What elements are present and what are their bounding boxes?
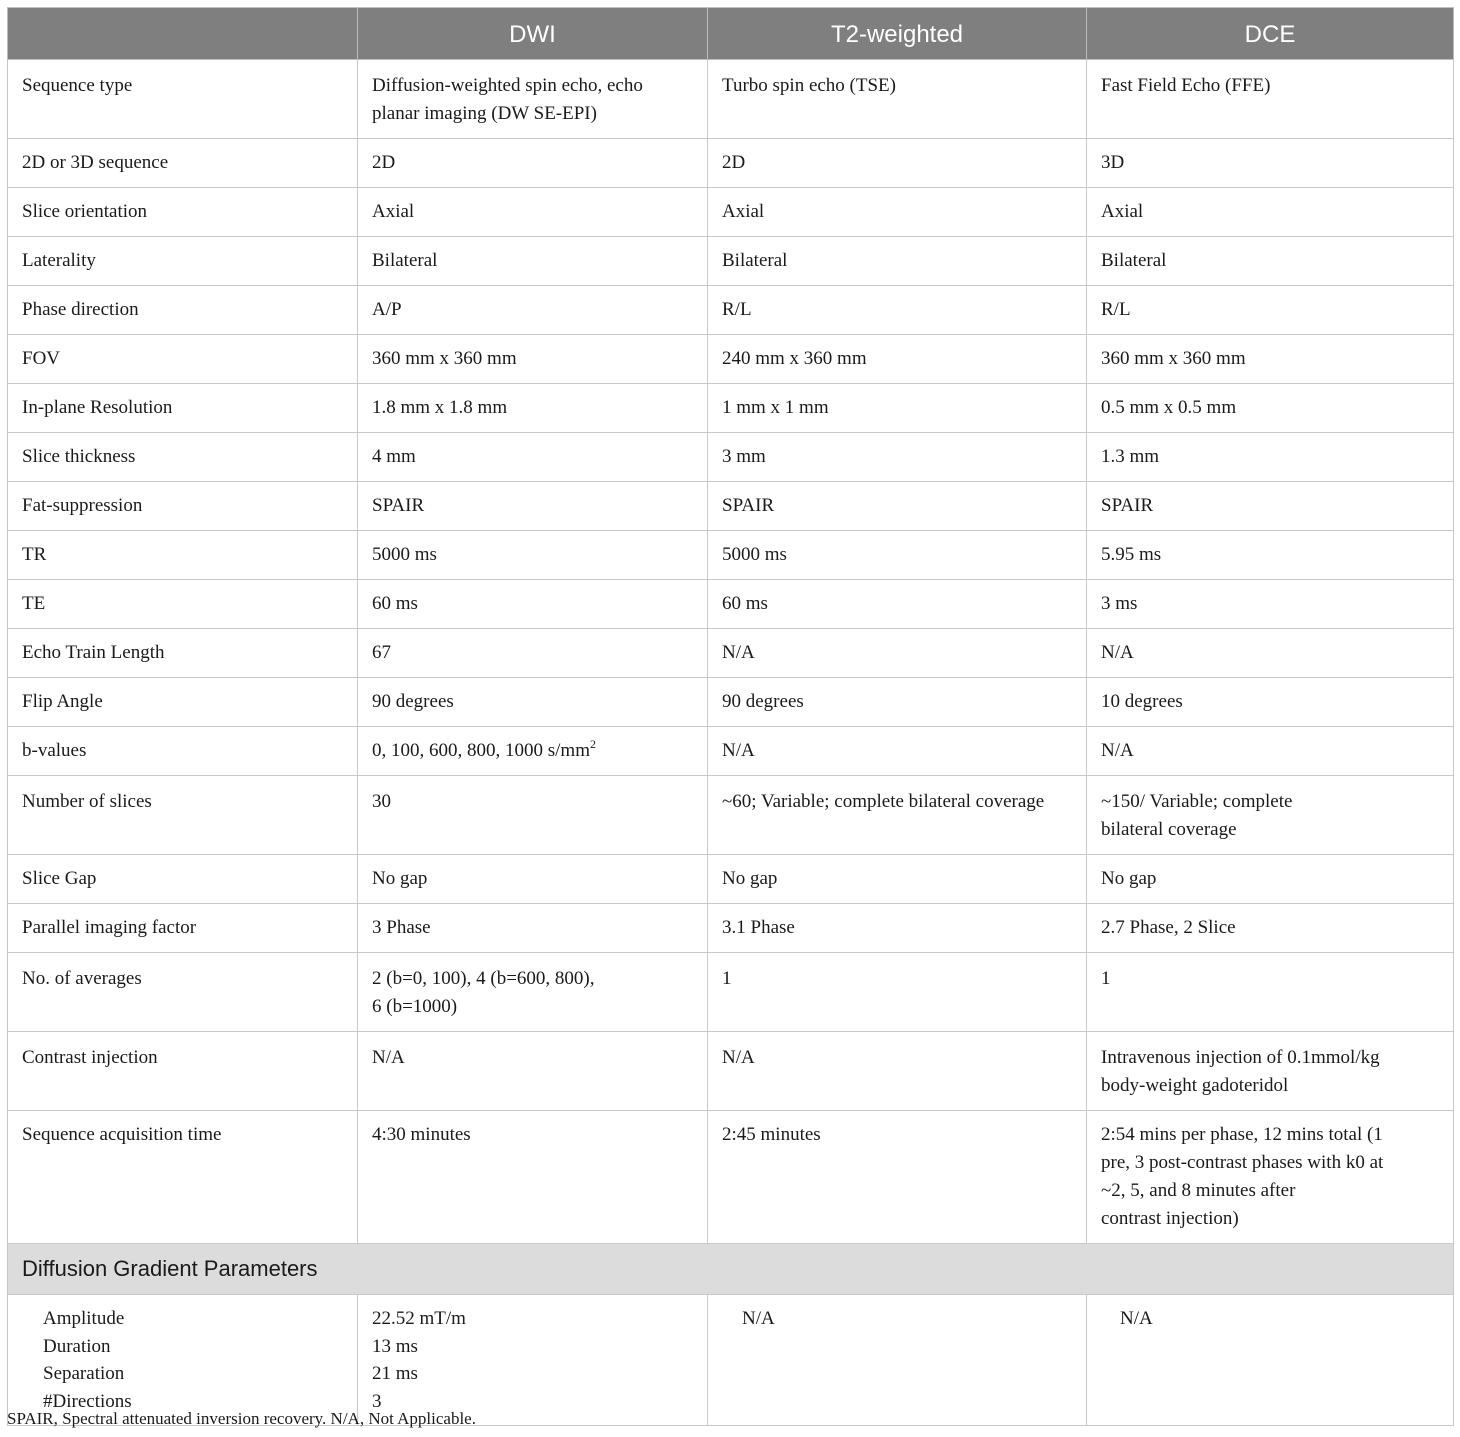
cell-dce: Fast Field Echo (FFE) — [1087, 60, 1454, 139]
gradient-dwi-values — [358, 1295, 708, 1426]
row-label: No. of averages — [8, 953, 358, 1032]
table-row — [8, 580, 1454, 629]
row-label: b-values — [8, 727, 358, 776]
row-label: Sequence type — [8, 60, 358, 139]
table-row — [8, 335, 1454, 384]
cell-dwi: Bilateral — [358, 237, 708, 286]
cell-line: 2:54 mins per phase, 12 mins total (1 — [1101, 1124, 1383, 1145]
table-row — [8, 433, 1454, 482]
cell-dce: Bilateral — [1087, 237, 1454, 286]
gradient-dce-value: N/A — [1087, 1295, 1454, 1426]
header-dce: DCE — [1087, 8, 1454, 60]
cell-t2: 3 mm — [708, 433, 1087, 482]
cell-line: ~150/ Variable; complete — [1101, 791, 1293, 812]
gradient-value: 3 — [372, 1390, 382, 1412]
cell-t2: 2:45 minutes — [708, 1111, 1087, 1244]
cell-t2: Turbo spin echo (TSE) — [708, 60, 1087, 139]
cell-t2: N/A — [708, 629, 1087, 678]
gradient-label: #Directions — [43, 1390, 132, 1412]
section-title: Diffusion Gradient Parameters — [8, 1244, 1454, 1295]
cell-t2: 5000 ms — [708, 531, 1087, 580]
cell-t2: 1 mm x 1 mm — [708, 384, 1087, 433]
cell-dwi: 3 Phase — [358, 904, 708, 953]
row-label: Number of slices — [8, 776, 358, 855]
gradient-label: Amplitude — [43, 1308, 125, 1329]
cell-t2: Bilateral — [708, 237, 1087, 286]
row-label: TE — [8, 580, 358, 629]
cell-line: pre, 3 post-contrast phases with k0 at — [1101, 1152, 1384, 1173]
table-row — [8, 139, 1454, 188]
cell-t2: 90 degrees — [708, 678, 1087, 727]
cell-dce: 1 — [1087, 953, 1454, 1032]
cell-dce — [1087, 1032, 1454, 1111]
cell-dce — [1087, 776, 1454, 855]
header-t2-weighted: T2-weighted — [708, 8, 1087, 60]
row-label: Sequence acquisition time — [8, 1111, 358, 1244]
table-row — [8, 1032, 1454, 1111]
cell-dwi: No gap — [358, 855, 708, 904]
cell-dwi: N/A — [358, 1032, 708, 1111]
cell-line: contrast injection) — [1101, 1208, 1239, 1229]
cell-t2: SPAIR — [708, 482, 1087, 531]
cell-dwi: Axial — [358, 188, 708, 237]
cell-t2: R/L — [708, 286, 1087, 335]
row-label: Fat-suppression — [8, 482, 358, 531]
row-label: Echo Train Length — [8, 629, 358, 678]
gradient-value: 13 ms — [372, 1335, 418, 1357]
cell-dce: 0.5 mm x 0.5 mm — [1087, 384, 1454, 433]
cell-dwi: 67 — [358, 629, 708, 678]
cell-line: bilateral coverage — [1101, 819, 1237, 840]
row-label: In-plane Resolution — [8, 384, 358, 433]
row-label: Slice thickness — [8, 433, 358, 482]
cell-t2: 2D — [708, 139, 1087, 188]
table-row — [8, 776, 1454, 855]
table-footnote: SPAIR, Spectral attenuated inversion recovery. N/A, Not Applicable. — [7, 1409, 476, 1428]
table-row — [8, 629, 1454, 678]
cell-t2: 3.1 Phase — [708, 904, 1087, 953]
row-label: Contrast injection — [8, 1032, 358, 1111]
gradient-value: 22.52 mT/m — [372, 1308, 466, 1329]
cell-t2: ~60; Variable; complete bilateral coverage — [708, 776, 1087, 855]
cell-dce: 3 ms — [1087, 580, 1454, 629]
cell-dce: No gap — [1087, 855, 1454, 904]
cell-dwi: A/P — [358, 286, 708, 335]
table-row — [8, 855, 1454, 904]
cell-dwi: 90 degrees — [358, 678, 708, 727]
cell-dwi: 5000 ms — [358, 531, 708, 580]
gradient-labels — [8, 1295, 358, 1426]
table-row — [8, 678, 1454, 727]
table-header-row — [8, 8, 1454, 60]
table-row — [8, 60, 1454, 139]
row-label: Slice Gap — [8, 855, 358, 904]
cell-dwi: 1.8 mm x 1.8 mm — [358, 384, 708, 433]
cell-dwi: SPAIR — [358, 482, 708, 531]
table-row — [8, 1111, 1454, 1244]
table-row — [8, 286, 1454, 335]
table-row — [8, 531, 1454, 580]
gradient-row — [8, 1295, 1454, 1426]
cell-dce: SPAIR — [1087, 482, 1454, 531]
row-label: Flip Angle — [8, 678, 358, 727]
cell-dwi: 30 — [358, 776, 708, 855]
gradient-value: 21 ms — [372, 1363, 418, 1384]
cell-dwi — [358, 953, 708, 1032]
cell-dce: 5.95 ms — [1087, 531, 1454, 580]
cell-dwi: 4:30 minutes — [358, 1111, 708, 1244]
table-container — [7, 7, 1453, 1426]
table-row — [8, 953, 1454, 1032]
table-row — [8, 384, 1454, 433]
cell-t2: 1 — [708, 953, 1087, 1032]
row-label: Laterality — [8, 237, 358, 286]
cell-dwi: 60 ms — [358, 580, 708, 629]
cell-dwi — [358, 727, 708, 776]
cell-t2: No gap — [708, 855, 1087, 904]
cell-dce: 2.7 Phase, 2 Slice — [1087, 904, 1454, 953]
cell-dce: N/A — [1087, 727, 1454, 776]
mri-sequence-parameters-table — [7, 7, 1454, 1426]
cell-dce: 1.3 mm — [1087, 433, 1454, 482]
cell-dce: 3D — [1087, 139, 1454, 188]
row-label: TR — [8, 531, 358, 580]
superscript: 2 — [589, 737, 596, 751]
cell-dce: R/L — [1087, 286, 1454, 335]
cell-dwi: 2D — [358, 139, 708, 188]
cell-dce: 10 degrees — [1087, 678, 1454, 727]
cell-t2: N/A — [708, 727, 1087, 776]
b-values-text: 0, 100, 600, 800, 1000 s/mm — [372, 740, 590, 761]
row-label: Phase direction — [8, 286, 358, 335]
table-row — [8, 482, 1454, 531]
table-row — [8, 237, 1454, 286]
gradient-t2-value: N/A — [708, 1295, 1087, 1426]
cell-dce: N/A — [1087, 629, 1454, 678]
cell-t2: Axial — [708, 188, 1087, 237]
header-empty — [8, 8, 358, 60]
row-label: FOV — [8, 335, 358, 384]
header-dwi: DWI — [358, 8, 708, 60]
cell-line: 6 (b=1000) — [372, 996, 458, 1017]
section-header-row — [8, 1244, 1454, 1295]
cell-t2: N/A — [708, 1032, 1087, 1111]
table-row — [8, 904, 1454, 953]
row-label: 2D or 3D sequence — [8, 139, 358, 188]
cell-dce: 360 mm x 360 mm — [1087, 335, 1454, 384]
gradient-label: Duration — [43, 1335, 111, 1357]
cell-dce — [1087, 1111, 1454, 1244]
cell-line: body-weight gadoteridol — [1101, 1075, 1289, 1096]
cell-dwi: 360 mm x 360 mm — [358, 335, 708, 384]
row-label: Slice orientation — [8, 188, 358, 237]
table-row — [8, 188, 1454, 237]
cell-t2: 240 mm x 360 mm — [708, 335, 1087, 384]
cell-dwi: 4 mm — [358, 433, 708, 482]
cell-t2: 60 ms — [708, 580, 1087, 629]
gradient-label: Separation — [43, 1363, 125, 1384]
cell-dwi: Diffusion-weighted spin echo, echo planar imaging (DW SE-EPI) — [358, 60, 708, 139]
cell-dce: Axial — [1087, 188, 1454, 237]
cell-line: ~2, 5, and 8 minutes after — [1101, 1180, 1296, 1201]
cell-line: 2 (b=0, 100), 4 (b=600, 800), — [372, 968, 595, 989]
row-label: Parallel imaging factor — [8, 904, 358, 953]
cell-line: Intravenous injection of 0.1mmol/kg — [1101, 1047, 1380, 1068]
table-row — [8, 727, 1454, 776]
